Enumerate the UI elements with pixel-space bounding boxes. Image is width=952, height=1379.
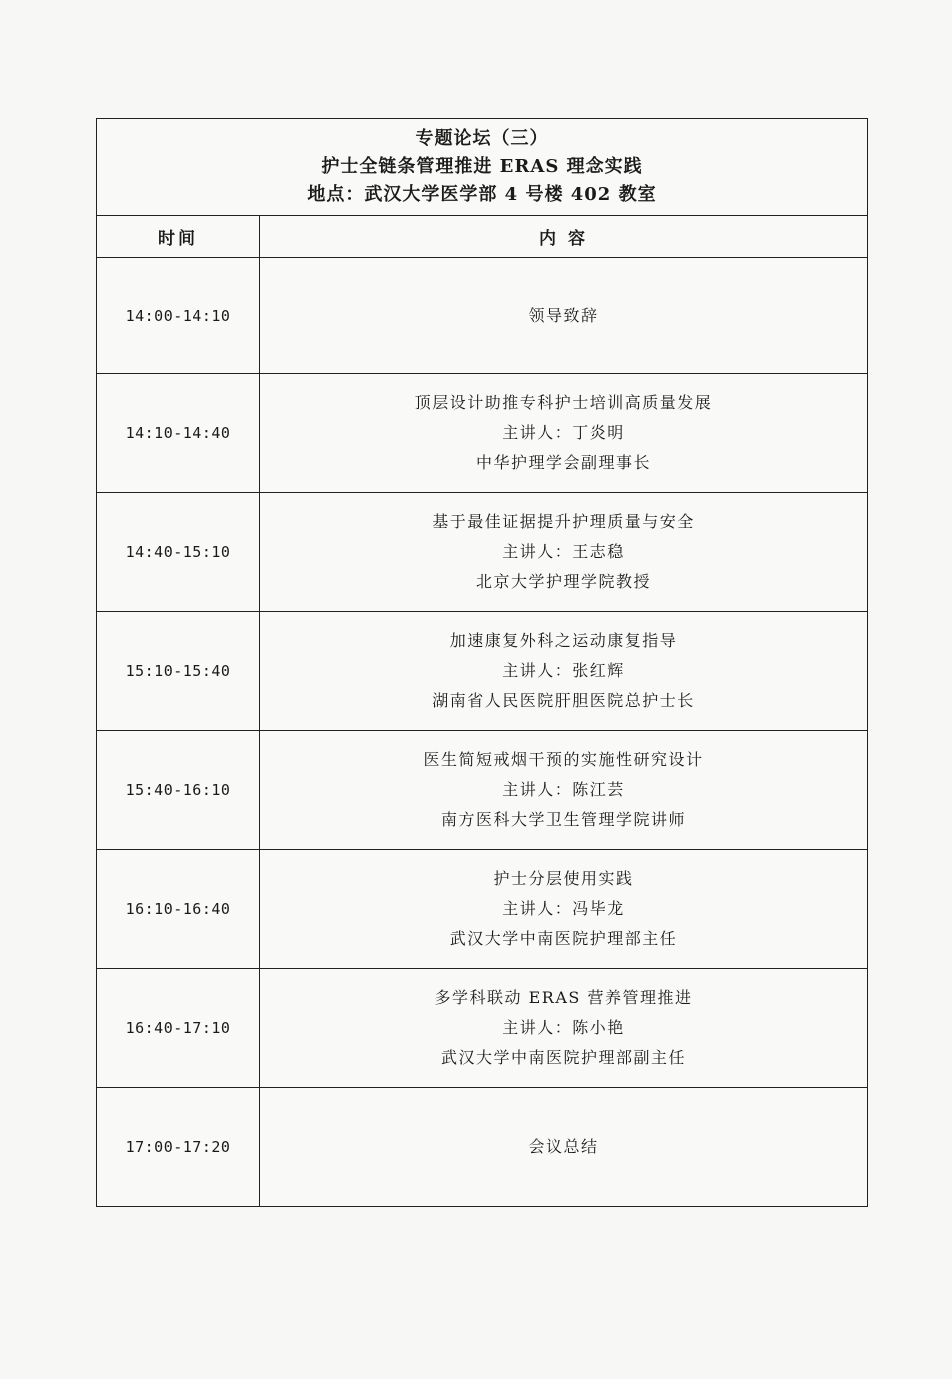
session-title: 加速康复外科之运动康复指导: [449, 631, 678, 650]
session-content: [260, 493, 867, 611]
session-affiliation: 武汉大学中南医院护理部主任: [449, 929, 678, 948]
session-speaker: 主讲人：王志稳: [502, 542, 625, 561]
table-row: [97, 612, 867, 731]
session-title: 领导致辞: [528, 305, 599, 325]
session-affiliation: 湖南省人民医院肝胆医院总护士长: [432, 691, 695, 710]
session-title: 基于最佳证据提升护理质量与安全: [432, 512, 695, 531]
forum-title: 专题论坛（三）: [415, 128, 549, 149]
session-title: 医生简短戒烟干预的实施性研究设计: [423, 750, 704, 769]
session-affiliation: 南方医科大学卫生管理学院讲师: [440, 810, 686, 829]
table-row: [97, 731, 867, 850]
table-row: [97, 969, 867, 1088]
session-content: [260, 969, 867, 1087]
table-row: [97, 374, 867, 493]
session-time: 16:10-16:40: [97, 850, 260, 968]
table-row: [97, 1088, 867, 1206]
session-time: 16:40-17:10: [97, 969, 260, 1087]
column-header-time: 时间: [97, 216, 260, 257]
schedule-table: [96, 118, 868, 1207]
session-speaker: 主讲人：陈小艳: [502, 1018, 625, 1037]
session-speaker: 主讲人：冯毕龙: [502, 899, 625, 918]
session-speaker: 主讲人：丁炎明: [502, 423, 625, 442]
session-time: 15:40-16:10: [97, 731, 260, 849]
session-title: 护士分层使用实践: [493, 869, 634, 888]
session-content: [260, 258, 867, 373]
column-header-row: [97, 216, 867, 258]
session-speaker: 主讲人：张红辉: [502, 661, 625, 680]
session-content: [260, 850, 867, 968]
session-content: [260, 612, 867, 730]
column-header-content: 内 容: [539, 229, 588, 249]
session-title: 顶层设计助推专科护士培训高质量发展: [414, 393, 713, 412]
forum-header: [97, 119, 867, 216]
table-row: [97, 258, 867, 374]
session-affiliation: 北京大学护理学院教授: [475, 572, 651, 591]
session-time: 14:00-14:10: [97, 258, 260, 373]
table-row: [97, 850, 867, 969]
session-title: 会议总结: [528, 1137, 599, 1156]
session-title: 多学科联动 ERAS 营养管理推进: [434, 988, 693, 1007]
session-content: [260, 731, 867, 849]
session-content: [260, 374, 867, 492]
session-affiliation: 武汉大学中南医院护理部副主任: [440, 1048, 686, 1067]
forum-location: 地点：武汉大学医学部 4 号楼 402 教室: [307, 184, 657, 205]
session-time: 14:10-14:40: [97, 374, 260, 492]
session-affiliation: 中华护理学会副理事长: [475, 453, 651, 472]
table-row: [97, 493, 867, 612]
session-time: 14:40-15:10: [97, 493, 260, 611]
forum-subtitle: 护士全链条管理推进 ERAS 理念实践: [321, 156, 643, 177]
session-time: 17:00-17:20: [97, 1088, 260, 1206]
session-content: [260, 1088, 867, 1206]
session-time: 15:10-15:40: [97, 612, 260, 730]
session-speaker: 主讲人：陈江芸: [502, 780, 625, 799]
